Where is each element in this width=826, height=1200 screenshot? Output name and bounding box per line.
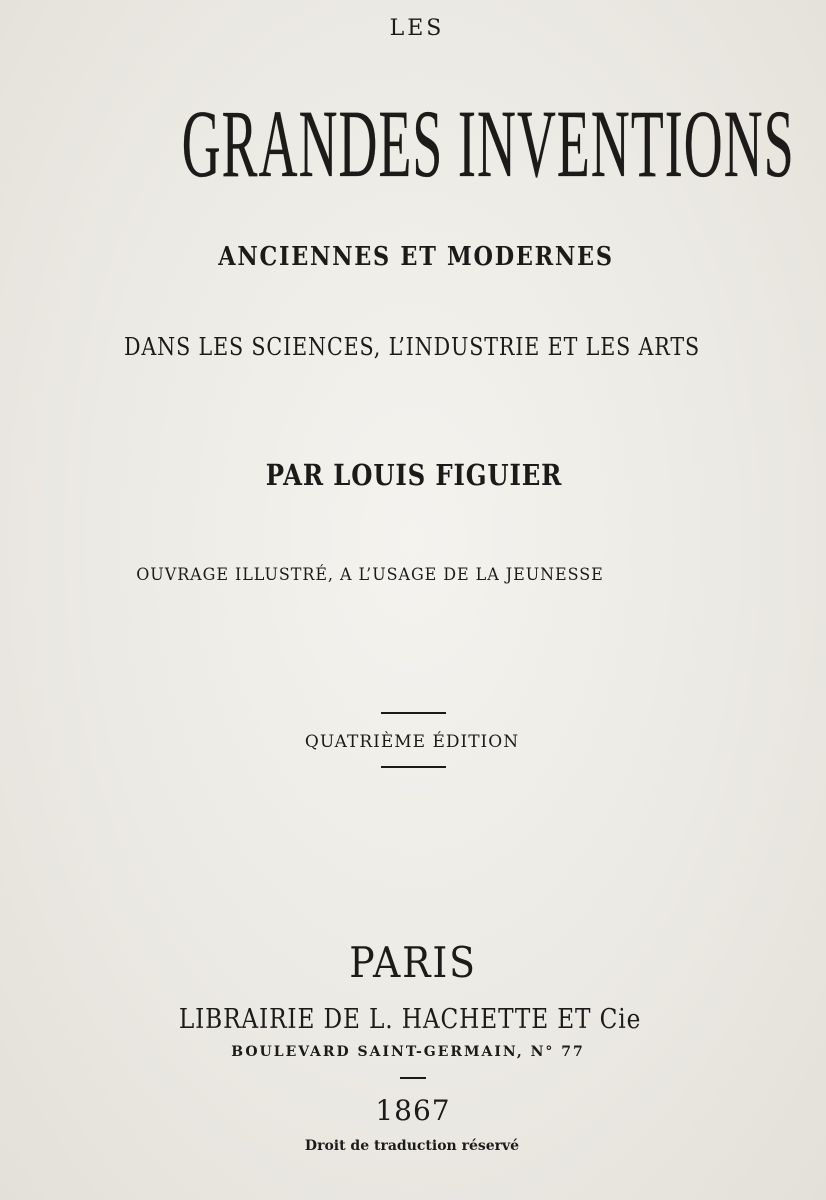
publication-city: PARIS xyxy=(349,938,477,987)
subtitle-secondary: DANS LES SCIENCES, L’INDUSTRIE ET LES ARTS xyxy=(124,333,700,361)
author-line: PAR LOUIS FIGUIER xyxy=(265,458,563,492)
publication-year: 1867 xyxy=(375,1094,451,1127)
title-article: LES xyxy=(389,16,445,41)
publisher-address: BOULEVARD SAINT-GERMAIN, N° 77 xyxy=(231,1044,585,1060)
year-divider xyxy=(400,1077,426,1079)
rights-notice: Droit de traduction réservé xyxy=(304,1138,520,1154)
subtitle-primary: ANCIENNES ET MODERNES xyxy=(218,242,614,272)
book-title: GRANDES INVENTIONS xyxy=(181,90,795,197)
publisher-name: LIBRAIRIE DE L. HACHETTE ET Cie xyxy=(178,1004,642,1035)
edition-label: QUATRIÈME ÉDITION xyxy=(304,732,520,752)
edition-bottom-rule xyxy=(381,766,446,768)
edition-top-rule xyxy=(381,712,446,714)
work-description: OUVRAGE ILLUSTRÉ, A L’USAGE DE LA JEUNESSE xyxy=(136,565,604,585)
